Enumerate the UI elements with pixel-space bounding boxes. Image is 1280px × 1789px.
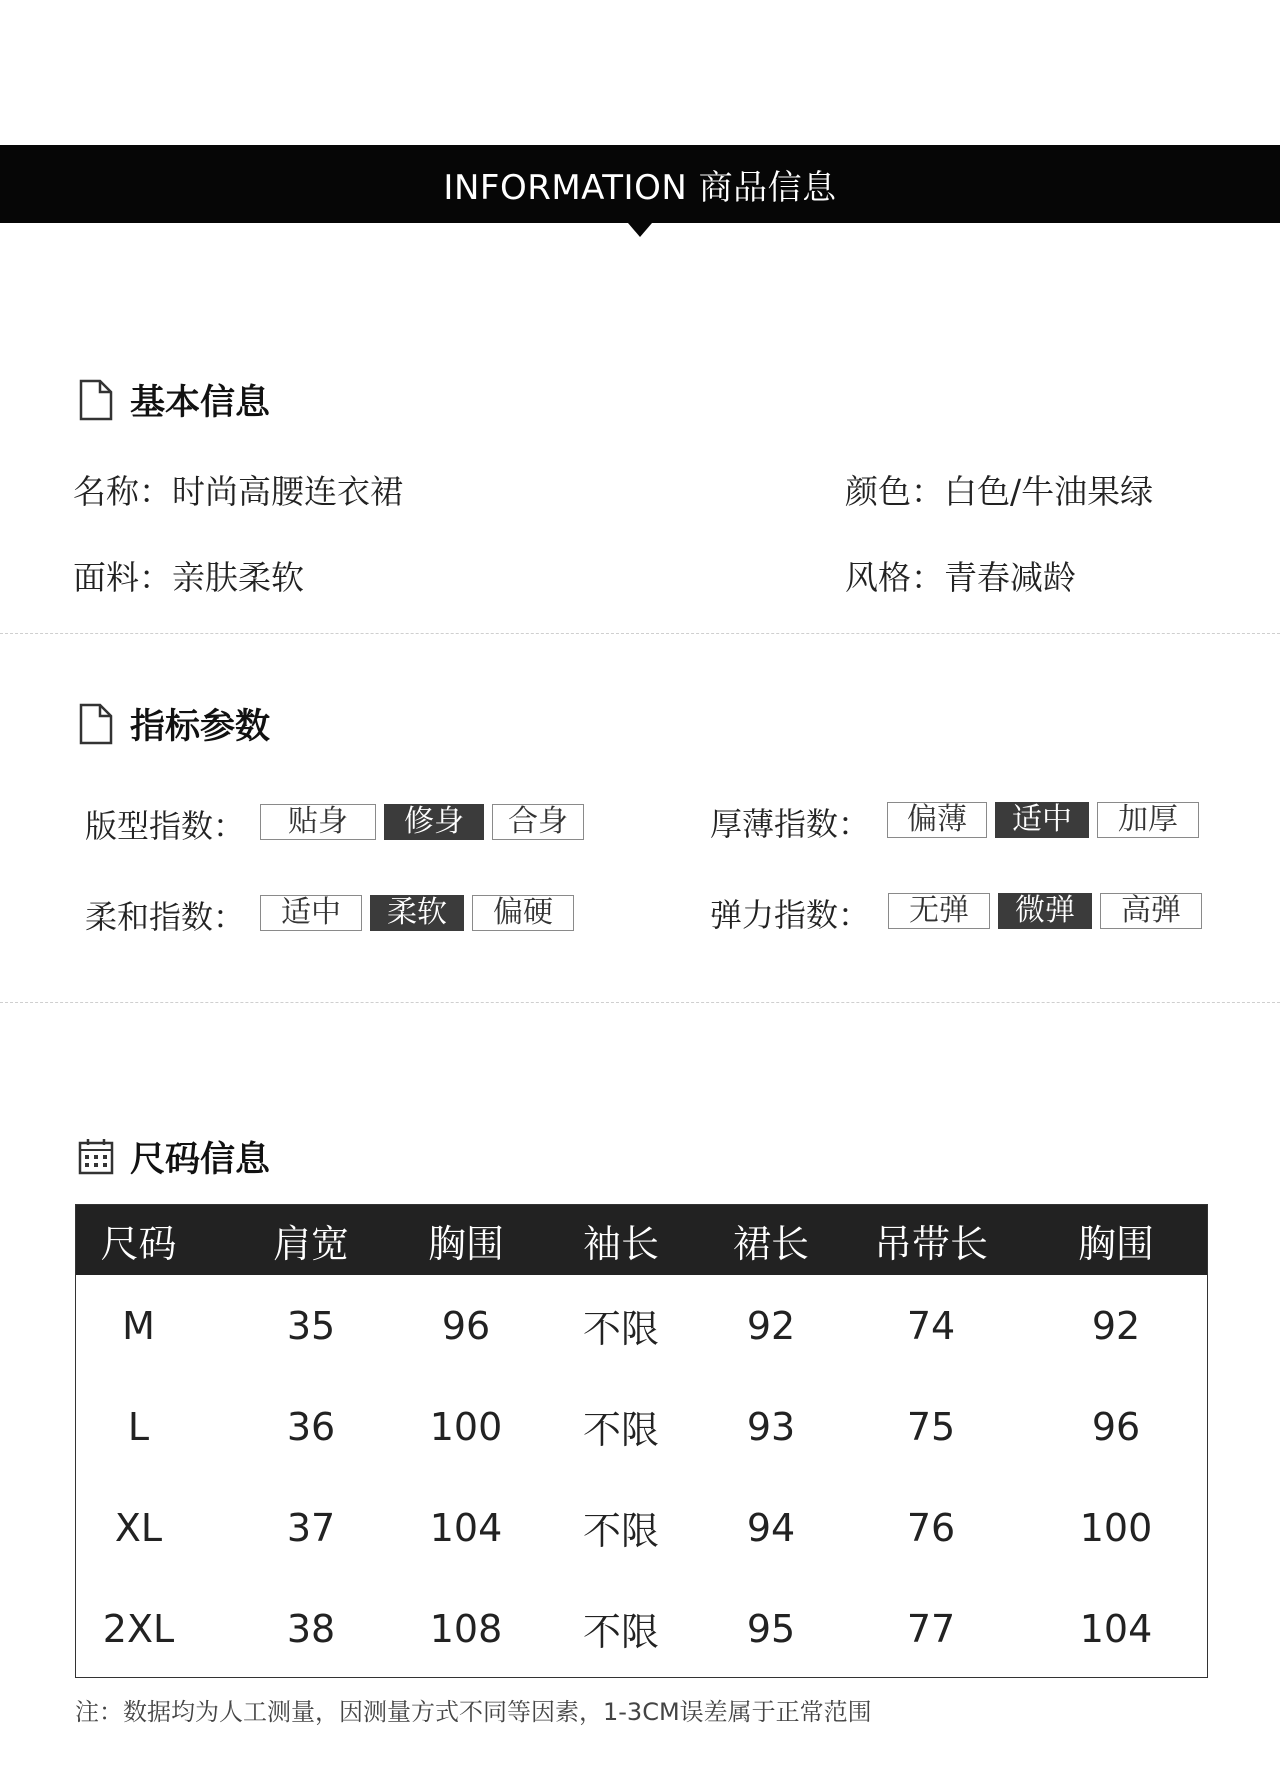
size-cell: 96: [1091, 1404, 1141, 1449]
measurement-note: 注：数据均为人工测量，因测量方式不同等因素，1-3CM误差属于正常范围: [75, 1698, 872, 1726]
size-cell: 100: [429, 1404, 503, 1449]
fit-index-label: 版型指数：: [85, 807, 246, 845]
banner-pointer: [628, 223, 652, 237]
index-option: 无弹: [888, 893, 990, 929]
size-cell: 35: [286, 1303, 336, 1348]
size-info-heading: [78, 1135, 270, 1179]
size-cell: 74: [906, 1303, 956, 1348]
softness-index: [85, 895, 553, 936]
size-cell: 75: [906, 1404, 956, 1449]
size-cell: 104: [1079, 1606, 1153, 1651]
elasticity-index-options: [888, 893, 1210, 929]
size-header-cell: 胸围: [427, 1221, 504, 1266]
indices-title: 指标参数: [130, 707, 271, 747]
banner-title: INFORMATION 商品信息: [443, 167, 837, 208]
size-cell: M: [122, 1303, 155, 1348]
size-table: [75, 1204, 1208, 1678]
size-header-cell: 胸围: [1077, 1221, 1154, 1266]
size-cell: 92: [1091, 1303, 1141, 1348]
index-option-selected: 修身: [384, 804, 484, 840]
section-divider: [0, 1002, 1280, 1003]
document-icon: [78, 702, 114, 746]
size-info-title: 尺码信息: [130, 1140, 271, 1180]
size-cell: 2XL: [102, 1606, 175, 1651]
size-cell: L: [127, 1404, 150, 1449]
index-option-selected: 柔软: [370, 895, 464, 931]
size-cell: 不限: [582, 1610, 659, 1654]
index-option-selected: 微弹: [998, 893, 1092, 929]
fit-index: [85, 804, 568, 845]
size-header-cell: 袖长: [582, 1221, 659, 1266]
thickness-index: [710, 802, 1178, 843]
size-cell: 95: [746, 1606, 796, 1651]
table-row: [76, 1275, 1207, 1376]
size-cell: 108: [429, 1606, 503, 1651]
size-cell: 93: [746, 1404, 796, 1449]
basic-info-heading: [78, 378, 270, 422]
size-header-cell: 尺码: [100, 1221, 177, 1266]
table-row: [76, 1477, 1207, 1578]
size-header-cell: 肩宽: [272, 1221, 349, 1266]
index-option: 贴身: [260, 804, 376, 840]
product-fabric: 面料：亲肤柔软: [73, 558, 304, 597]
document-icon: [78, 378, 114, 422]
product-name: 名称：时尚高腰连衣裙: [73, 472, 403, 511]
index-option-selected: 适中: [995, 802, 1089, 838]
softness-index-options: [260, 895, 582, 931]
table-row: [76, 1578, 1207, 1679]
calendar-icon: [78, 1135, 114, 1179]
thickness-index-options: [887, 802, 1207, 838]
index-option: 偏硬: [472, 895, 574, 931]
size-cell: 不限: [582, 1408, 659, 1452]
size-cell: 104: [429, 1505, 503, 1550]
size-cell: 36: [286, 1404, 336, 1449]
index-option: 适中: [260, 895, 362, 931]
basic-info-title: 基本信息: [130, 383, 271, 423]
softness-index-label: 柔和指数：: [85, 898, 246, 936]
size-cell: 77: [906, 1606, 956, 1651]
section-divider: [0, 633, 1280, 634]
size-cell: XL: [114, 1505, 163, 1550]
elasticity-index-label: 弹力指数：: [710, 896, 871, 934]
index-option: 合身: [492, 804, 584, 840]
index-option: 偏薄: [887, 802, 987, 838]
indices-heading: [78, 702, 270, 746]
size-cell: 不限: [582, 1307, 659, 1351]
size-cell: 100: [1079, 1505, 1153, 1550]
size-header-cell: 吊带长: [873, 1221, 988, 1266]
index-option: 高弹: [1100, 893, 1202, 929]
product-color: 颜色：白色/牛油果绿: [845, 472, 1154, 511]
table-row: [76, 1376, 1207, 1477]
size-header-cell: 裙长: [732, 1221, 809, 1266]
size-cell: 不限: [582, 1509, 659, 1553]
information-banner: [0, 145, 1280, 223]
thickness-index-label: 厚薄指数：: [710, 805, 871, 843]
size-cell: 92: [746, 1303, 796, 1348]
size-cell: 76: [906, 1505, 956, 1550]
size-table-header: [76, 1205, 1207, 1275]
size-cell: 37: [286, 1505, 336, 1550]
fit-index-options: [260, 804, 592, 840]
elasticity-index: [710, 893, 1181, 934]
size-cell: 96: [441, 1303, 491, 1348]
size-cell: 38: [286, 1606, 336, 1651]
product-style: 风格：青春减龄: [845, 558, 1076, 597]
index-option: 加厚: [1097, 802, 1199, 838]
size-cell: 94: [746, 1505, 796, 1550]
